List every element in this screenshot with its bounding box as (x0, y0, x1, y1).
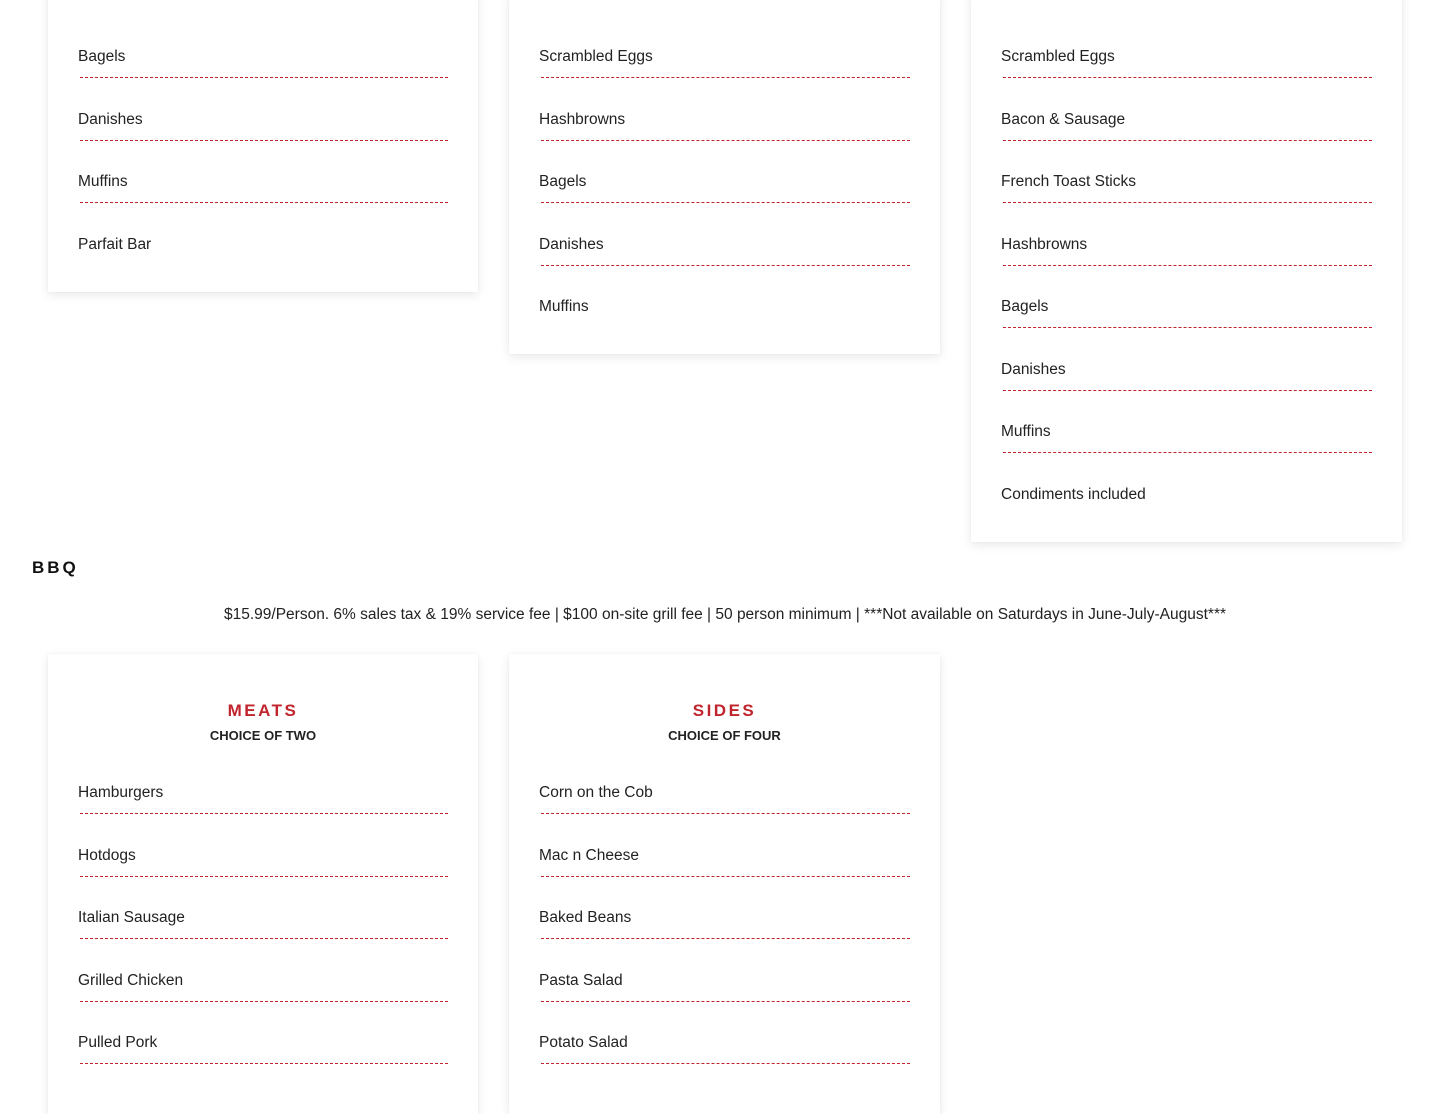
menu-list (1001, 47, 1372, 547)
list-item: Parfait Bar (78, 235, 152, 253)
list-item: Mac n Cheese (539, 846, 910, 909)
list-item: Danishes (78, 110, 448, 173)
list-item: Muffins (78, 172, 448, 235)
list-item: Hamburgers (78, 783, 448, 846)
breakfast-card-1 (48, 0, 478, 292)
list-item: Bagels (78, 47, 448, 110)
breakfast-card-2 (509, 0, 940, 354)
list-item: Pasta Salad (539, 971, 910, 1034)
list-item: Bacon & Sausage (1001, 110, 1372, 173)
card-choice: CHOICE OF TWO (209, 728, 317, 743)
list-item: Baked Beans (539, 908, 910, 971)
list-item: Condiments included (1001, 485, 1146, 503)
list-item: Scrambled Eggs (539, 47, 910, 110)
card-title: MEATS (227, 701, 299, 720)
list-item: Bagels (1001, 297, 1372, 360)
menu-list (539, 783, 910, 1096)
bbq-card-sides (509, 654, 940, 1114)
list-item: Grilled Chicken (78, 971, 448, 1034)
breakfast-card-3 (971, 0, 1402, 542)
list-item: Hotdogs (78, 846, 448, 909)
list-item: Pulled Pork (78, 1033, 448, 1096)
section-title-bbq: BBQ (32, 558, 79, 577)
list-item: Italian Sausage (78, 908, 448, 971)
list-item: Hashbrowns (1001, 235, 1372, 298)
list-item: Hashbrowns (539, 110, 910, 173)
card-header (78, 700, 448, 744)
list-item: Corn on the Cob (539, 783, 910, 846)
bbq-card-meats (48, 654, 478, 1114)
section-subtitle: $15.99/Person. 6% sales tax & 19% service fee | $100 on-site grill fee | 50 person minimum | ***Not available on Saturdays in June-July-August*** (223, 606, 1227, 623)
list-item: Bagels (539, 172, 910, 235)
list-item: Danishes (539, 235, 910, 298)
list-item: Muffins (1001, 422, 1372, 485)
card-choice: CHOICE OF FOUR (668, 728, 781, 743)
list-item: Danishes (1001, 360, 1372, 423)
card-title: SIDES (692, 701, 757, 720)
list-item: Muffins (539, 298, 589, 315)
menu-list (539, 47, 910, 360)
list-item: Scrambled Eggs (1001, 47, 1372, 110)
menu-list (78, 47, 448, 297)
menu-list (78, 783, 448, 1096)
card-header (539, 700, 910, 744)
list-item: Potato Salad (539, 1033, 910, 1096)
list-item: French Toast Sticks (1001, 172, 1372, 235)
